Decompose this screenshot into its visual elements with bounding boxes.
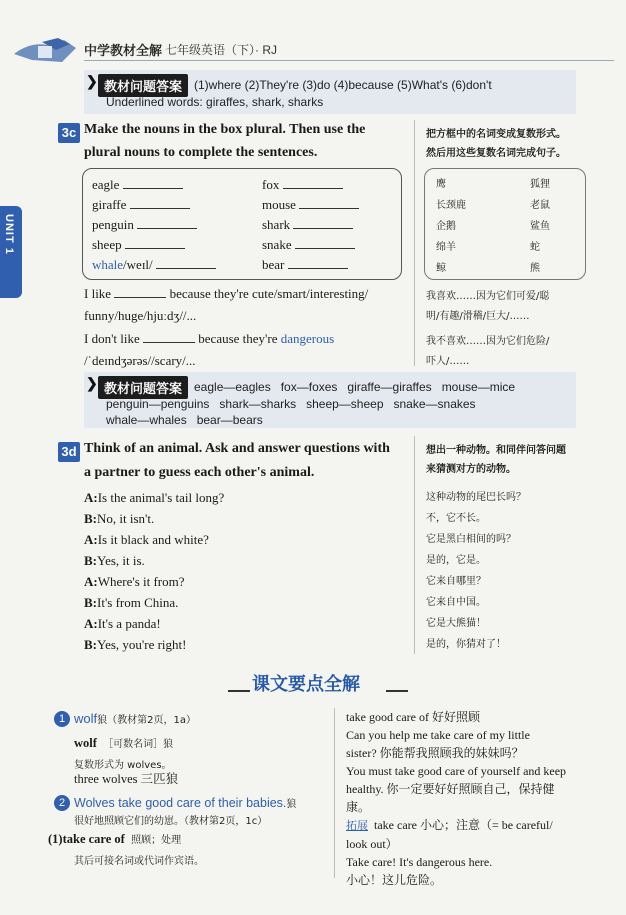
point-line: Take care! It's dangerous here. <box>346 855 493 869</box>
gloss-item: 长颈鹿 <box>436 200 466 211</box>
cn-line: 我不喜欢……因为它们危险/ <box>426 336 550 347</box>
section-badge-3d: 3d <box>58 442 80 462</box>
gloss-item: 绵羊 <box>436 242 456 253</box>
dialogue-line: A:Where's it from? <box>84 574 185 589</box>
word-list-right <box>262 175 359 275</box>
word-item: mouse <box>262 195 359 215</box>
publisher-logo <box>12 34 80 64</box>
right-column <box>346 708 578 889</box>
answer-line: whale—whales bear—bears <box>106 413 263 427</box>
word-item: giraffe <box>92 195 216 215</box>
answer-tag: 教材问题答案 <box>98 376 188 399</box>
dialogue-cn-line: 不，它不长。 <box>426 513 486 524</box>
dialogue-line: B:No, it isn't. <box>84 511 155 526</box>
point-line: 拓展 take care 小心；注意（= be careful/ <box>346 818 553 832</box>
answer-line: eagle—eagles fox—foxes giraffe—giraffes mouse—mice <box>194 380 516 394</box>
word-item: eagle <box>92 175 216 195</box>
dialogue-line: B:Yes, you're right! <box>84 637 187 652</box>
dialogue-line: A:Is the animal's tail long? <box>84 490 225 505</box>
point-1-heading: wolf狼（教材第2页，1a） <box>74 711 196 726</box>
title-rule-right <box>386 690 408 692</box>
sentence-2-cn <box>426 332 549 372</box>
word-list-left <box>92 175 216 275</box>
gloss-left <box>436 174 466 279</box>
dialogue-cn-line: 是的，它是。 <box>426 555 486 566</box>
gloss-item: 鹰 <box>436 179 446 190</box>
instruction: a partner to guess each other's animal. <box>84 465 315 480</box>
gloss-item: 蛇 <box>530 242 540 253</box>
extension-label: 拓展 <box>346 819 368 832</box>
arrow-icon: ❯ <box>86 377 98 392</box>
section-title: 课文要点全解 <box>252 674 360 695</box>
point-2-heading-cn: 很好地照顾它们的幼崽。（教材第2页，1c） <box>74 816 268 827</box>
gloss-right <box>530 174 550 279</box>
gloss-item: 熊 <box>530 263 540 274</box>
column-divider <box>414 120 415 366</box>
column-divider <box>334 708 335 878</box>
gloss-item: 鲸 <box>436 263 446 274</box>
answer-line: (1)where (2)They're (3)do (4)because (5)What's (6)don't <box>194 78 492 92</box>
instruction: plural nouns to complete the sentences. <box>84 145 318 160</box>
instruction-cn: 来猜测对方的动物。 <box>426 464 516 475</box>
sentence-2: I don't like because they're dangerous /ˈdeɪndʒərəs//scary/... <box>84 331 335 368</box>
gloss-item: 鲨鱼 <box>530 221 550 232</box>
arrow-icon: ❯ <box>86 75 98 90</box>
answer-line: penguin—penguins shark—sharks sheep—sheep snake—snakes <box>106 397 476 411</box>
point-line: You must take good care of yourself and keep <box>346 764 567 778</box>
cn-line: 吓人/…… <box>426 356 470 367</box>
instruction-cn: 把方框中的名词变成复数形式。 <box>426 129 566 140</box>
word-item: snake <box>262 235 359 255</box>
point-line: sister? 你能帮我照顾我的妹妹吗？ <box>346 746 524 760</box>
answer-line: Underlined words: giraffes, shark, sharks <box>106 95 324 109</box>
instruction-cn: 想出一种动物。和同伴问答问题 <box>426 445 566 456</box>
column-divider <box>414 436 415 654</box>
point-line: 小心！这儿危险。 <box>346 873 443 887</box>
point-number: 2 <box>54 795 70 811</box>
book-subtitle: 七年级英语（下）· RJ <box>165 43 277 57</box>
title-rule-left <box>228 690 250 692</box>
cn-line: 明/有趣/滑稽/巨大/…… <box>426 311 530 322</box>
word-item: bear <box>262 255 359 275</box>
gloss-item: 老鼠 <box>530 200 550 211</box>
dialogue-cn-line: 它来自哪里？ <box>426 576 486 587</box>
dialogue-line: A:It's a panda! <box>84 616 161 631</box>
point-line: healthy. 你一定要好好照顾自己，保持健康。 <box>346 782 555 814</box>
dialogue-cn-line: 它是黑白相间的吗？ <box>426 534 516 545</box>
word-item: whale/weɪl/ <box>92 255 216 275</box>
dialogue <box>84 487 224 655</box>
point-1-line: 复数形式为 wolves。 <box>74 760 172 771</box>
point-line: Can you help me take care of my little <box>346 728 530 742</box>
instruction: Think of an animal. Ask and answer questions with <box>84 441 390 456</box>
dialogue-cn-line: 这种动物的尾巴长吗？ <box>426 492 526 503</box>
dialogue-cn-line: 它来自中国。 <box>426 597 486 608</box>
dialogue-cn <box>426 487 526 655</box>
brand-name: 中学教材全解 <box>84 43 163 58</box>
sentence-1: I like because they're cute/smart/interesting/ funny/huge/hjuːdʒ//... <box>84 286 369 323</box>
header-divider <box>84 60 614 61</box>
answer-tag: 教材问题答案 <box>98 74 188 97</box>
word-item: sheep <box>92 235 216 255</box>
point-2-line: (1)take care of 照顾；处理 <box>48 832 182 846</box>
dialogue-line: B:Yes, it is. <box>84 553 145 568</box>
unit-tab-label: UNIT 1 <box>3 214 15 255</box>
word-item: penguin <box>92 215 216 235</box>
dialogue-line: A:Is it black and white? <box>84 532 209 547</box>
section-badge-3c: 3c <box>58 123 80 143</box>
instruction: Make the nouns in the box plural. Then use the <box>84 122 366 137</box>
point-1-line: wolf ［可数名词］狼 <box>74 736 174 750</box>
gloss-item: 企鹅 <box>436 221 456 232</box>
point-number: 1 <box>54 711 70 727</box>
gloss-item: 狐狸 <box>530 179 550 190</box>
point-line: take good care of 好好照顾 <box>346 710 480 724</box>
word-item: fox <box>262 175 359 195</box>
word-item: shark <box>262 215 359 235</box>
point-1-line: three wolves 三匹狼 <box>74 772 179 786</box>
sentence-1-cn <box>426 287 549 327</box>
instruction-cn: 然后用这些复数名词完成句子。 <box>426 148 566 159</box>
point-2-heading: Wolves take good care of their babies.狼 <box>74 796 297 810</box>
point-2-line: 其后可接名词或代词作宾语。 <box>74 856 204 867</box>
cn-line: 我喜欢……因为它们可爱/聪 <box>426 291 550 302</box>
dialogue-cn-line: 是的，你猜对了！ <box>426 639 506 650</box>
dialogue-cn-line: 它是大熊猫！ <box>426 618 486 629</box>
unit-tab <box>0 206 22 298</box>
dialogue-line: B:It's from China. <box>84 595 179 610</box>
point-line: look out） <box>346 837 398 851</box>
